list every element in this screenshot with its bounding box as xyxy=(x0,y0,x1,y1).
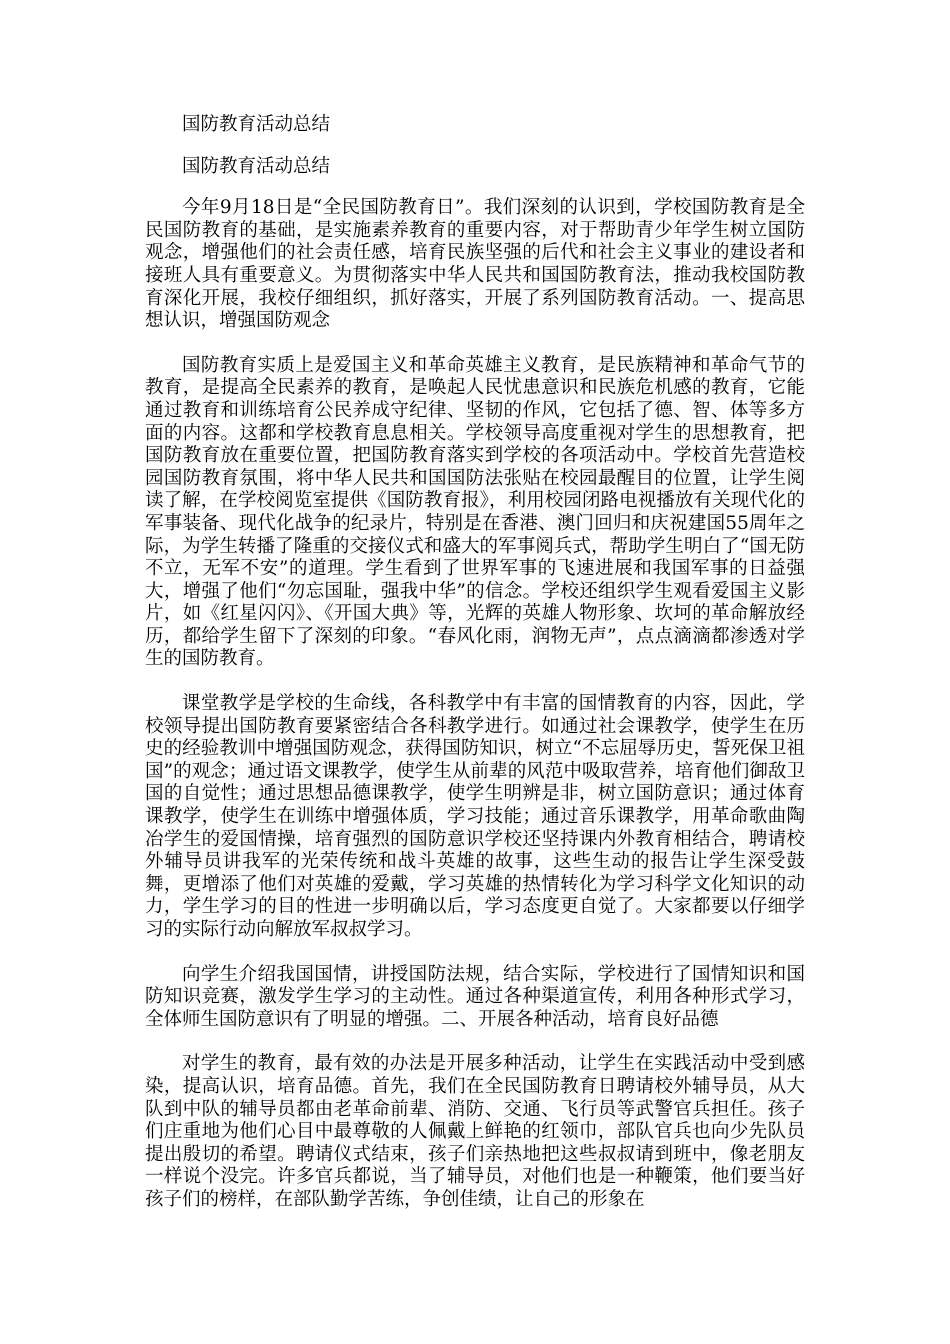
paragraph-national-defense-essence: 国防教育实质上是爱国主义和革命英雄主义教育，是民族精神和革命气节的教育，是提高全民素养的教育，是唤起人民忧患意识和民族危机感的教育，它能通过教育和训练培育公民养成守纪律、坚韧的作风，它包括了德、智、体等多方面的内容。这都和学校教育息息相关。学校领导高度重视对学生的思想教育，把国防教育放在重要位置，把国防教育落实到学校的各项活动中。学校首先营造校园国防教育氛围，将中华人民共和国国防法张贴在校园最醒目的位置，让学生阅读了解，在学校阅览室提供《国防教育报》，利用校园闭路电视播放有关现代化的军事装备、现代化战争的纪录片，特别是在香港、澳门回归和庆祝建国55周年之际，为学生转播了隆重的交接仪式和盛大的军事阅兵式，帮助学生明白了“国无防不立，无军不安”的道理。学生看到了世界军事的飞速进展和我国军事的日益强大，增强了他们“勿忘国耻，强我中华”的信念。学校还组织学生观看爱国主义影片，如《红星闪闪》、《开国大典》等，光辉的英雄人物形象、坎坷的革命解放经历，都给学生留下了深刻的印象。“春风化雨，润物无声”，点点滴滴都渗透对学生的国防教育。 xyxy=(145,354,805,670)
paragraph-national-conditions: 向学生介绍我国国情，讲授国防法规，结合实际，学校进行了国情知识和国防知识竞赛，激发学生学习的主动性。通过各种渠道宣传，利用各种形式学习，全体师生国防意识有了明显的增强。二、开展各种活动，培育良好品德 xyxy=(145,963,805,1030)
document-subtitle: 国防教育活动总结 xyxy=(182,155,331,177)
document-body xyxy=(145,114,805,1234)
paragraph-classroom-teaching: 课堂教学是学校的生命线，各科教学中有丰富的国情教育的内容，因此，学校领导提出国防教育要紧密结合各科教学进行。如通过社会课教学，使学生在历史的经验教训中增强国防观念，获得国防知识，树立“不忘屈辱历史，誓死保卫祖国”的观念；通过语文课教学，使学生从前辈的风范中吸取营养，培育他们御敌卫国的自觉性；通过思想品德课教学，使学生明辨是非，树立国防意识；通过体育课教学，使学生在训练中增强体质，学习技能；通过音乐课教学，用革命歌曲陶冶学生的爱国情操，培育强烈的国防意识学校还坚持课内外教育相结合，聘请校外辅导员讲我军的光荣传统和战斗英雄的故事，这些生动的报告让学生深受鼓舞，更增添了他们对英雄的爱戴，学习英雄的热情转化为学习科学文化知识的动力，学生学习的目的性进一步明确以后，学习态度更自觉了。大家都要以仔细学习的实际行动向解放军叔叔学习。 xyxy=(145,693,805,940)
paragraph-intro: 今年9月18日是“全民国防教育日”。我们深刻的认识到，学校国防教育是全民国防教育的基础，是实施素养教育的重要内容，对于帮助青少年学生树立国防观念，增强他们的社会责任感，培育民族坚强的后代和社会主义事业的建设者和接班人具有重要意义。为贯彻落实中华人民共和国国防教育法，推动我校国防教育深化开展，我校仔细组织，抓好落实，开展了系列国防教育活动。一、提高思想认识，增强国防观念 xyxy=(145,197,805,332)
paragraph-activities: 对学生的教育，最有效的办法是开展多种活动，让学生在实践活动中受到感染，提高认识，培育品德。首先，我们在全民国防教育日聘请校外辅导员，从大队到中队的辅导员都由老革命前辈、消防、交通、飞行员等武警官兵担任。孩子们庄重地为他们心目中最尊敬的人佩戴上鲜艳的红领巾，部队官兵也向少先队员提出殷切的希望。聘请仪式结束，孩子们亲热地把这些叔叔请到班中，像老朋友一样说个没完。许多官兵都说，当了辅导员，对他们也是一种鞭策，他们要当好孩子们的榜样，在部队勤学苦练，争创佳绩，让自己的形象在 xyxy=(145,1053,805,1210)
document-title: 国防教育活动总结 xyxy=(182,114,331,135)
